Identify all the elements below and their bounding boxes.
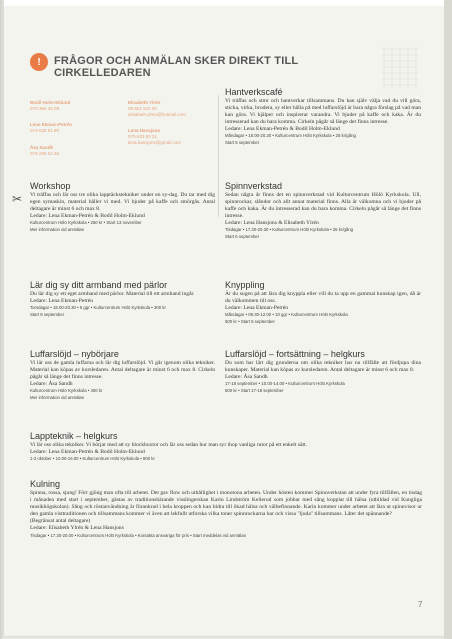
section-leader: Ledare: Lena Ekman-Petrén bbox=[225, 305, 289, 312]
exclamation-icon: ! bbox=[30, 53, 48, 71]
section-title: Workshop bbox=[30, 181, 71, 191]
contact-email[interactable]: elisabeth.ylren@hotmail.com bbox=[128, 112, 186, 117]
contact-phone: 070-533 83 21 bbox=[128, 134, 158, 139]
section-title: Luffarslöjd – fortsättning – helgkurs bbox=[225, 349, 365, 359]
section-hantverkscafe bbox=[225, 87, 421, 146]
contact-phone: 070-366 45 09 bbox=[30, 106, 60, 111]
section-info: 17-18 september • 10.00-14.00 • Kulturcentrum Hölö Kyrkskola bbox=[225, 381, 345, 387]
section-lappteknik bbox=[30, 431, 422, 463]
contact-name: Åsa Sandh bbox=[30, 145, 54, 150]
section-title: Lär dig sy ditt armband med pärlor bbox=[30, 280, 168, 290]
section-leader: Ledare: Elisabeth Ylrén & Lena Hansjons bbox=[30, 525, 124, 532]
section-armband bbox=[30, 280, 215, 318]
contact-lena-h bbox=[128, 128, 181, 146]
section-title: Lappteknik – helgkurs bbox=[30, 431, 118, 441]
section-info: Torsdagar • 18.00-20.30 • 5 ggr • Kulturcentrum Hölö Kyrkskola • 300 kr bbox=[30, 305, 166, 311]
section-start: Start 8 september bbox=[30, 311, 65, 317]
contact-phone: 08-551 511 06 bbox=[128, 106, 157, 111]
contact-name: Lena Ekman-Petrén bbox=[30, 122, 73, 127]
section-info: Tisdagar • 17.30-20.30 • Kulturcentrum Hölö Kyrkskola • 25 kr/gång bbox=[225, 227, 354, 233]
section-title: Knyppling bbox=[225, 280, 265, 290]
section-leader: Ledare: Lena Ekman-Petrén & Bodil Holm-Eklund bbox=[225, 126, 340, 133]
page-title: FRÅGOR OCH ANMÄLAN SKER DIREKT TILL CIRKELLEDAREN bbox=[54, 55, 299, 79]
top-strip bbox=[4, 0, 444, 6]
section-start: Start 6 september bbox=[225, 233, 260, 239]
section-title: Spinnverkstad bbox=[225, 181, 283, 191]
contact-email[interactable]: lena.hansjons@gmail.com bbox=[128, 140, 181, 145]
section-more: Mer information vid anmälan bbox=[30, 394, 85, 400]
section-workshop bbox=[30, 181, 215, 233]
section-leader: Ledare: Åsa Sandh bbox=[225, 374, 268, 381]
section-leader: Ledare: Åsa Sandh bbox=[30, 381, 73, 388]
section-info: Måndagar • 18.00-20.30 • Kulturcentrum Hölö Kyrkskola • 25 kr/gång bbox=[225, 133, 356, 139]
section-info: Måndagar • 09.30-12.00 • 10 ggr • Kulturcentrum Hölö Kyrkskola bbox=[225, 312, 348, 318]
section-leader: Ledare: Lena Hansjons & Elisabeth Ylrén bbox=[225, 220, 319, 227]
contact-phone: 073-236 54 36 bbox=[30, 151, 60, 156]
contact-bodil bbox=[30, 100, 70, 112]
section-luffarslojd-nyborjare bbox=[30, 349, 215, 401]
contact-phone: 073-628 51 80 bbox=[30, 128, 60, 133]
section-info: Kulturcentrum Hölö Kyrkskola • 400 kr bbox=[30, 388, 103, 394]
section-luffarslojd-fortsattning bbox=[225, 349, 421, 394]
section-description: Sedan några år finns det en spinnverkstad vid Kulturcentrum Hölö Kyrkskola. Ull, spinnrockar, slåndor och allt annat material finns. Alla är välkomna och vi bjuder på kaffe och kaka. Är du intresserad kan du bara komma. Cirkeln pågår så länge det finns intresse. bbox=[225, 192, 421, 220]
section-leader: Ledare: Lena Ekman-Petrén & Bodil Holm-Eklund bbox=[30, 449, 145, 456]
section-leader: Ledare: Lena Ekman-Petrén bbox=[30, 298, 94, 305]
contact-name: Bodil Holm-Eklund bbox=[30, 100, 71, 105]
section-more: Mer information vid anmälan bbox=[30, 226, 85, 232]
section-info: 1-2 oktober • 10.00-16.00 • Kulturcentrum Hölö Kyrkskola • 800 kr bbox=[30, 456, 155, 462]
section-start: Start 5 september bbox=[225, 139, 260, 145]
section-leader: Ledare: Lena Ekman-Petrén & Bodil Holm-Eklund bbox=[30, 213, 145, 220]
section-description: Är du sugen på att lära dig knyppla eller vill du ta upp en gammal kunskap igen, då är du välkommen till oss. bbox=[225, 291, 421, 305]
section-description: Du lär dig sy ett eget armband med pärlor. Material till ett armband ingår. bbox=[30, 291, 195, 297]
section-start: 500 kr • Start 17-18 september bbox=[225, 387, 284, 393]
contact-lena-ep bbox=[30, 122, 72, 134]
contact-name: Lena Hansjons bbox=[128, 128, 161, 133]
section-title: Luffarslöjd – nybörjare bbox=[30, 349, 119, 359]
section-description: Vi träffas och lär oss tre olika lapptäckstekniker under en sy-dag. Du tar med dig egen symaskin, material håller vi med. Vi bjuder på kaffe och smörgås. Antal deltagare är minst 6 och max 8. bbox=[30, 192, 215, 213]
page-number: 7 bbox=[418, 600, 423, 609]
column-divider bbox=[218, 95, 219, 217]
lace-decoration-icon bbox=[380, 45, 420, 90]
section-info: Kulturcentrum Hölö Kyrkskola • 250 kr • Start 13 november bbox=[30, 220, 142, 226]
section-start: 500 kr • Start 5 september bbox=[225, 318, 275, 324]
contact-name: Elisabeth Ylrén bbox=[128, 100, 161, 105]
section-description: Vi lär oss de gamla luffarna och lär dig luffarslöjd. Vi går igenom olika tekniker. Material kan köpas av kursledaren. Antal deltagare är minst 6 och max 8. Cirkeln pågår så länge det finns intresse. bbox=[30, 360, 215, 381]
contact-elisabeth bbox=[128, 100, 186, 118]
section-info: Tisdagar • 17.30-20.00 • Kulturcentrum Hölö Kyrkskola • Kontakta ansvariga för pris • Start meddelas vid anmälan bbox=[30, 532, 247, 538]
section-title: Kulning bbox=[30, 479, 61, 489]
section-knyppling bbox=[225, 280, 421, 325]
contact-asa bbox=[30, 145, 59, 157]
section-limit: (Begränsat antal deltagare) bbox=[30, 518, 91, 525]
section-kulning bbox=[30, 479, 422, 539]
section-title: Hantverkscafé bbox=[225, 87, 283, 97]
section-description: Spinna, rossa, sjung! Förr gjöng man ofta till arbetet. Det gav flow och uthållighet i monotona arbeten. Under hösten kommer Spinnverkstan att under fyra tillfällen, en tisdag i månaden med start i september, gästas av traditionsbärande visslingerskan Karin Lindström Kellerud som jobbar med sång kopplat till hälsa (utbildad vid Kungliga musikhögskolan). Sång och röstanvändning är förankrad i hela kroppen och kan bidra till ökad hälsa och välbefinnande. Karin kommer under arbetet att lära ut spinnvisor ur den gamla visttraditionen och tillsammans kommer vi även att lekfullt utforska vilka toner spinnrockarna har och vissa "ljuda" tillsammans. Låter det spännande? bbox=[30, 490, 422, 518]
scissors-icon: ✂ bbox=[12, 192, 23, 206]
section-description: Vi lär oss olika tekniker. Vi börjar med att sy blockbuxtor och lär oss sedan hur man syr ihop vanliga rutor på ett enkelt sätt. bbox=[30, 442, 307, 448]
section-spinnverkstad bbox=[225, 181, 421, 240]
section-description: Du som har lärt dig grunderna om olika tekniker har nu tillfälle att fördjupa dina kunskaper. Material kan köpas av kursledaren. Antal deltagare är minst 6 och max 8. bbox=[225, 360, 421, 374]
side-strip bbox=[444, 0, 452, 639]
section-description: Vi träffas och stmr och hantverkar tillsammans. Du kan själv välja vad du vill göra, sticka, virka, brodera, sy eller hålla på med luffarslöjd är bara några förslag på vad man kan göra. Vi hjälper och inspirerar varandra. Vi bjuder på kaffe och kaka. Är du intresserad kan du bara komma. Cirkeln pågår så länge det finns intresse. bbox=[225, 98, 421, 126]
